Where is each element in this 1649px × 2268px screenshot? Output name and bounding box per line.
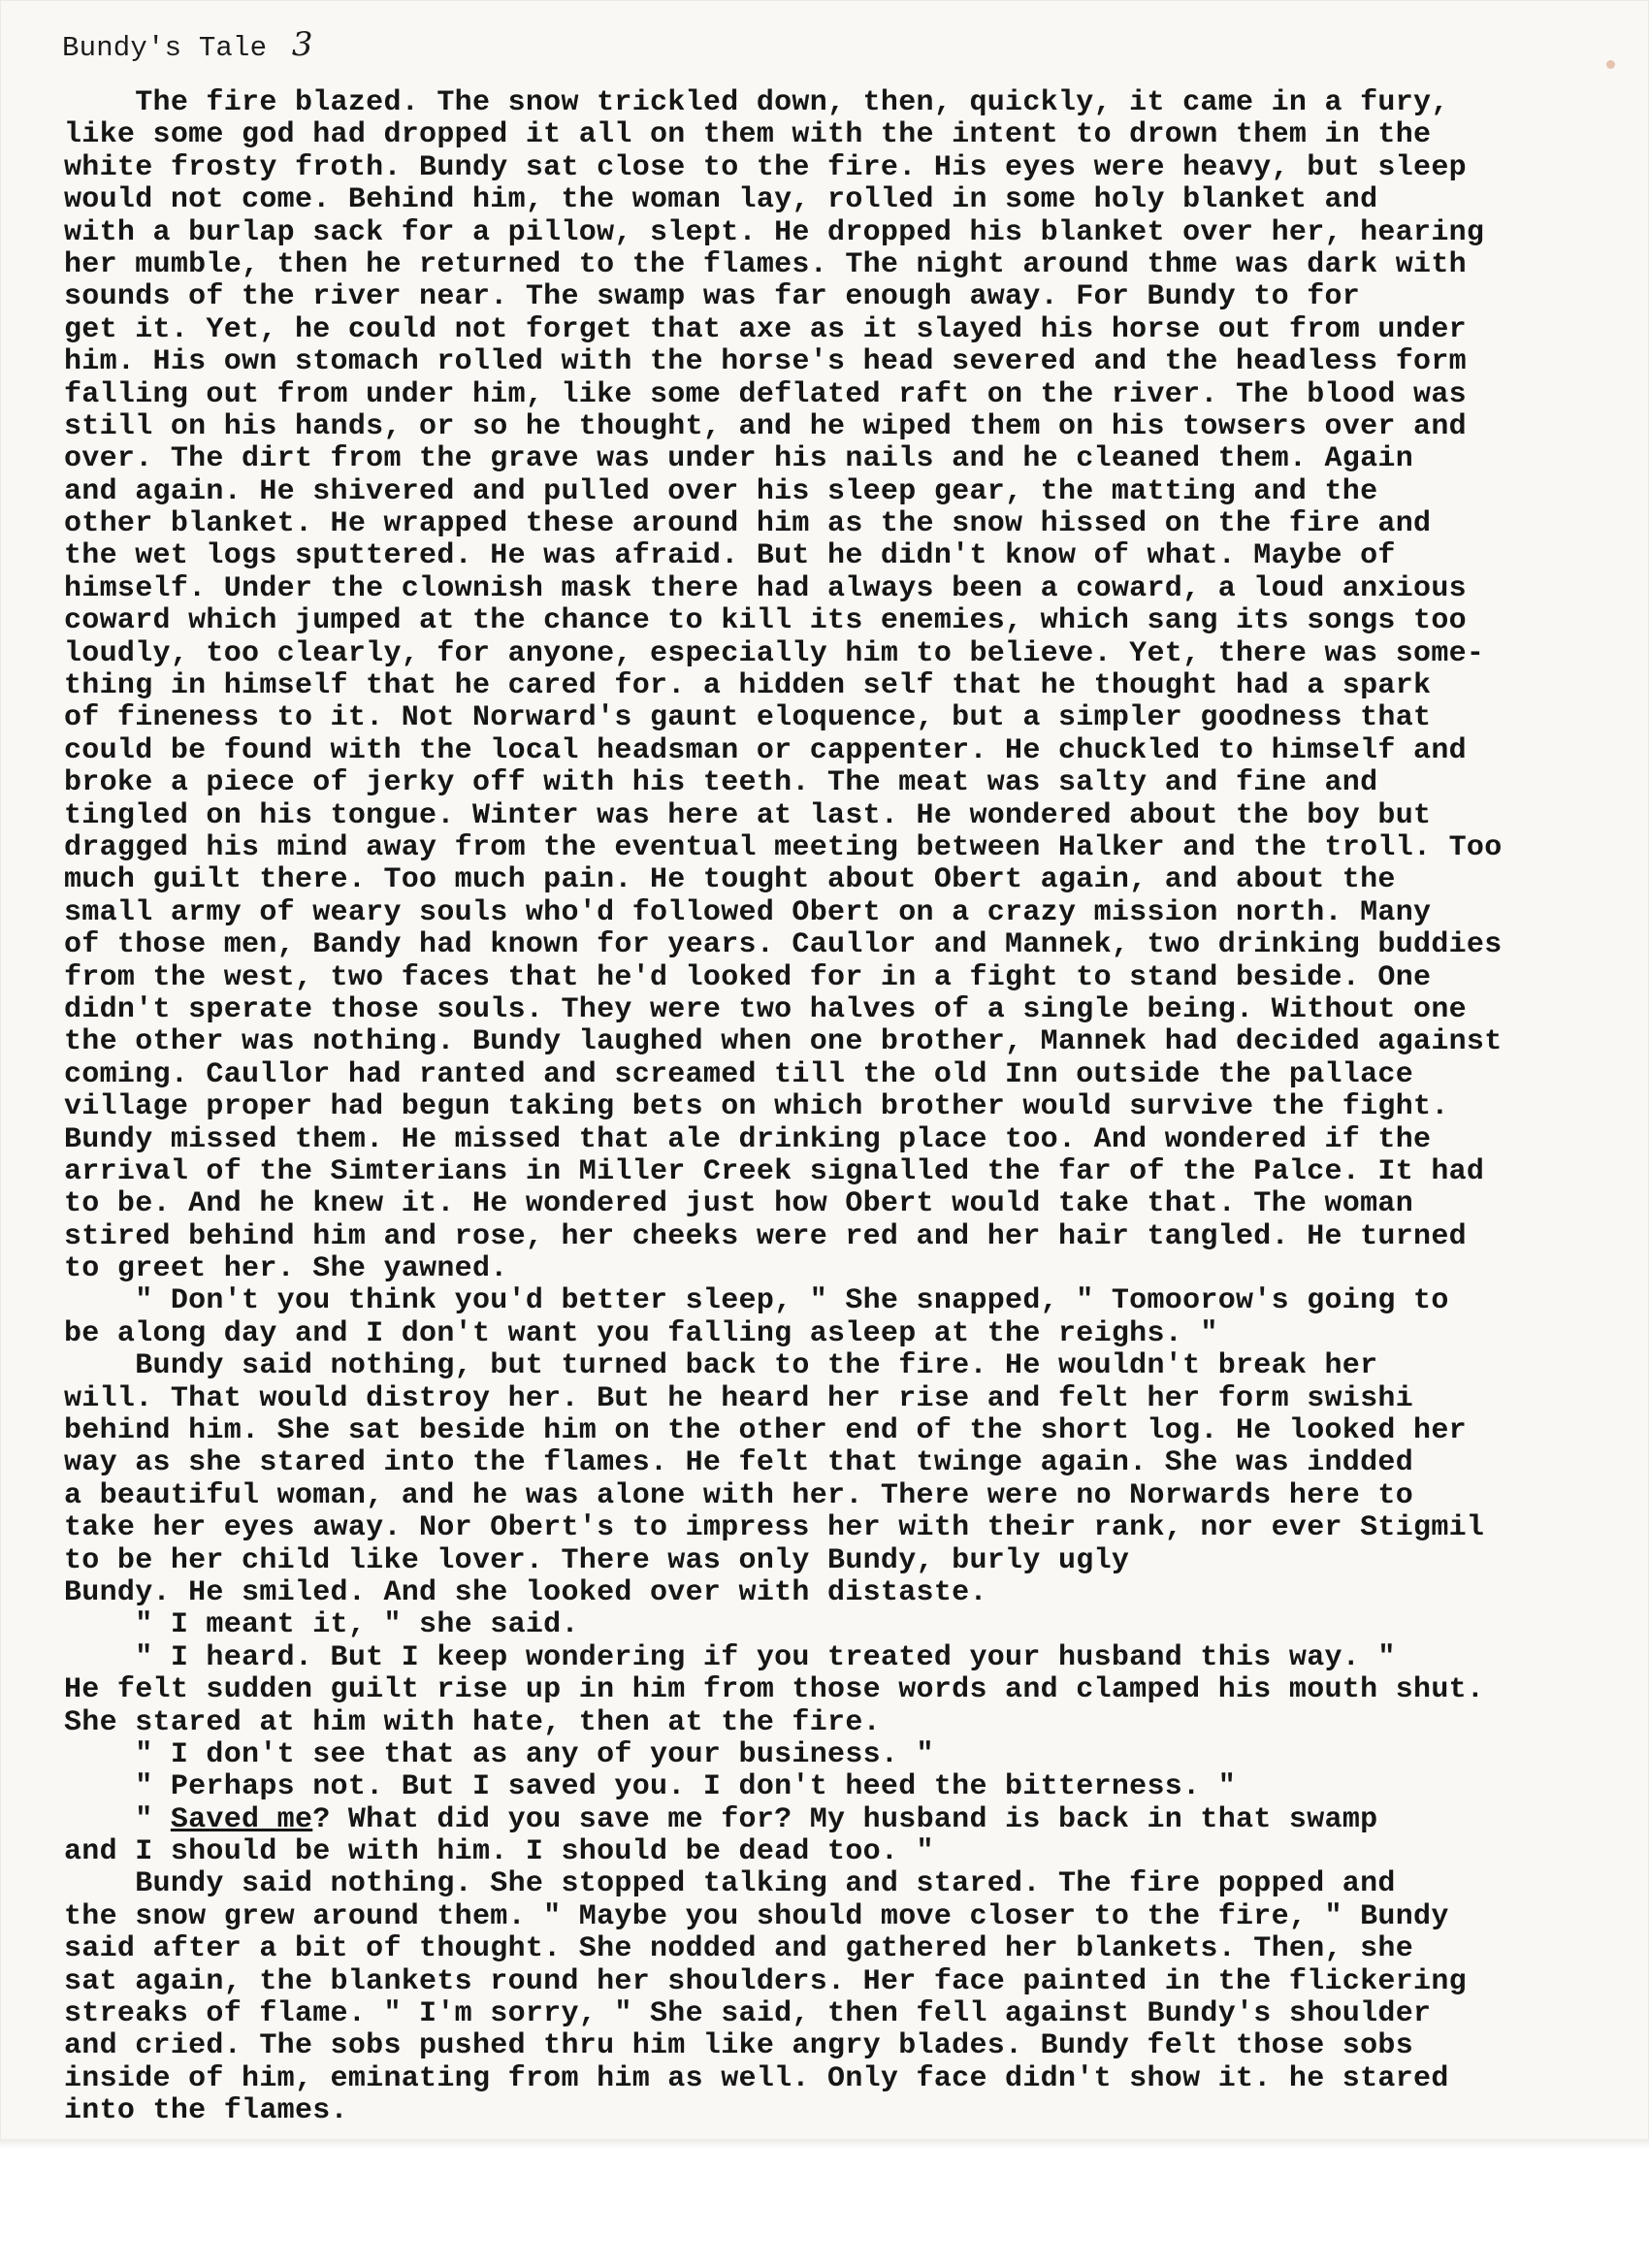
text-line: would not come. Behind him, the woman lay, rolled in some holy blanket and xyxy=(64,184,1378,217)
text-line: " I meant it, " she said. xyxy=(64,1609,579,1642)
text-line: the snow grew around them. " Maybe you should move closer to the fire, " Bundy xyxy=(64,1900,1449,1933)
page-number: 3 xyxy=(291,25,313,64)
text-line: stired behind him and rose, her cheeks were red and her hair tangled. He turned xyxy=(64,1220,1467,1253)
text-line: over. The dirt from the grave was under his nails and he cleaned them. Again xyxy=(64,443,1414,476)
text-line: take her eyes away. Nor Obert's to impress her with their rank, nor ever Stigmil xyxy=(64,1512,1485,1545)
text-line: arrival of the Simterians in Miller Creek signalled the far of the Palce. It had xyxy=(64,1155,1485,1188)
text-line: of those men, Bandy had known for years. Caullor and Mannek, two drinking buddies xyxy=(64,929,1503,962)
text-line: The fire blazed. The snow trickled down, then, quickly, it came in a fury, xyxy=(64,87,1449,119)
text-line: the other was nothing. Bundy laughed when one brother, Mannek had decided against xyxy=(64,1026,1503,1059)
text-line: himself. Under the clownish mask there had always been a coward, a loud anxious xyxy=(64,572,1467,605)
text-line: Bundy. He smiled. And she looked over with distaste. xyxy=(64,1576,987,1609)
text-line: from the west, two faces that he'd looked for in a fight to stand beside. One xyxy=(64,961,1432,994)
text-line: She stared at him with hate, then at the fire. xyxy=(64,1706,881,1739)
text-line: coming. Caullor had ranted and screamed till the old Inn outside the pallace xyxy=(64,1058,1414,1091)
text-line: with a burlap sack for a pillow, slept. He dropped his blanket over her, hearing xyxy=(64,216,1485,249)
text-line: Bundy said nothing. She stopped talking and stared. The fire popped and xyxy=(64,1868,1396,1901)
text-line: to be. And he knew it. He wondered just how Obert would take that. The woman xyxy=(64,1188,1414,1221)
text-line: white frosty froth. Bundy sat close to the fire. His eyes were heavy, but sleep xyxy=(64,151,1467,184)
text-line: of fineness to it. Not Norward's gaunt eloquence, but a simpler goodness that xyxy=(64,702,1432,735)
text-line: into the flames. xyxy=(64,2095,348,2128)
story-title: Bundy's Tale xyxy=(62,32,268,64)
text-line: still on his hands, or so he thought, and he wiped them on his towsers over and xyxy=(64,410,1467,443)
text-line: He felt sudden guilt rise up in him from those words and clamped his mouth shut. xyxy=(64,1674,1485,1707)
text-line: get it. Yet, he could not forget that axe as it slayed his horse out from under xyxy=(64,313,1467,346)
text-line: falling out from under him, like some deflated raft on the river. The blood was xyxy=(64,378,1467,411)
text-line: broke a piece of jerky off with his teeth. The meat was salty and fine and xyxy=(64,767,1378,800)
text-line: and again. He shivered and pulled over his sleep gear, the matting and the xyxy=(64,475,1378,508)
text-line: " Saved me? What did you save me for? My husband is back in that swamp xyxy=(64,1803,1378,1836)
text-line: and cried. The sobs pushed thru him like angry blades. Bundy felt those sobs xyxy=(64,2030,1414,2063)
text-line: a beautiful woman, and he was alone with her. There were no Norwards here to xyxy=(64,1479,1414,1512)
text-line: behind him. She sat beside him on the other end of the short log. He looked her xyxy=(64,1415,1467,1448)
text-line: to be her child like lover. There was only Bundy, burly ugly xyxy=(64,1544,1130,1577)
text-line: dragged his mind away from the eventual meeting between Halker and the troll. Too xyxy=(64,831,1503,864)
text-line: like some god had dropped it all on them with the intent to drown them in the xyxy=(64,119,1432,152)
text-line: small army of weary souls who'd followed Obert on a crazy mission north. Many xyxy=(64,896,1432,929)
text-line: streaks of flame. " I'm sorry, " She said, then fell against Bundy's shoulder xyxy=(64,1998,1432,2031)
text-line: said after a bit of thought. She nodded and gathered her blankets. Then, she xyxy=(64,1933,1414,1966)
text-line: village proper had begun taking bets on which brother would survive the fight. xyxy=(64,1091,1449,1124)
text-line: loudly, too clearly, for anyone, especially him to believe. Yet, there was some- xyxy=(64,637,1485,670)
text-line: her mumble, then he returned to the flames. The night around thme was dark with xyxy=(64,248,1467,281)
text-line: didn't sperate those souls. They were two halves of a single being. Without one xyxy=(64,993,1467,1026)
text-line: the wet logs sputtered. He was afraid. But he didn't know of what. Maybe of xyxy=(64,540,1396,573)
ink-spot xyxy=(1606,60,1615,69)
text-line: " Perhaps not. But I saved you. I don't heed the bitterness. " xyxy=(64,1771,1236,1804)
text-line: way as she stared into the flames. He felt that twinge again. She was indded xyxy=(64,1447,1414,1480)
text-line: " I don't see that as any of your business. " xyxy=(64,1738,934,1771)
text-line: coward which jumped at the chance to kill its enemies, which sang its songs too xyxy=(64,605,1467,638)
text-line: sounds of the river near. The swamp was far enough away. For Bundy to for xyxy=(64,281,1361,314)
text-line: " Don't you think you'd better sleep, " She snapped, " Tomoorow's going to xyxy=(64,1285,1449,1318)
text-line: much guilt there. Too much pain. He tought about Obert again, and about the xyxy=(64,864,1396,897)
page-header xyxy=(62,25,313,64)
text-line: " I heard. But I keep wondering if you treated your husband this way. " xyxy=(64,1641,1396,1674)
text-line: be along day and I don't want you falling asleep at the reighs. " xyxy=(64,1317,1218,1350)
text-line: will. That would distroy her. But he heard her rise and felt her form swishi xyxy=(64,1382,1414,1415)
text-line: him. His own stomach rolled with the horse's head severed and the headless form xyxy=(64,346,1467,379)
text-line: to greet her. She yawned. xyxy=(64,1253,508,1286)
text-line: inside of him, eminating from him as well. Only face didn't show it. he stared xyxy=(64,2062,1449,2095)
text-line: sat again, the blankets round her shoulders. Her face painted in the flickering xyxy=(64,1965,1467,1998)
text-line: thing in himself that he cared for. a hidden self that he thought had a spark xyxy=(64,670,1432,703)
underlined-phrase: Saved me xyxy=(170,1803,313,1836)
typed-story-text xyxy=(64,87,1641,2128)
text-line: Bundy missed them. He missed that ale drinking place too. And wondered if the xyxy=(64,1123,1432,1156)
text-line: Bundy said nothing, but turned back to the fire. He wouldn't break her xyxy=(64,1350,1378,1383)
text-line: and I should be with him. I should be dead too. " xyxy=(64,1836,934,1869)
text-line: could be found with the local headsman or cappenter. He chuckled to himself and xyxy=(64,734,1467,767)
text-line: tingled on his tongue. Winter was here at last. He wondered about the boy but xyxy=(64,799,1432,832)
text-line: other blanket. He wrapped these around him as the snow hissed on the fire and xyxy=(64,508,1432,541)
